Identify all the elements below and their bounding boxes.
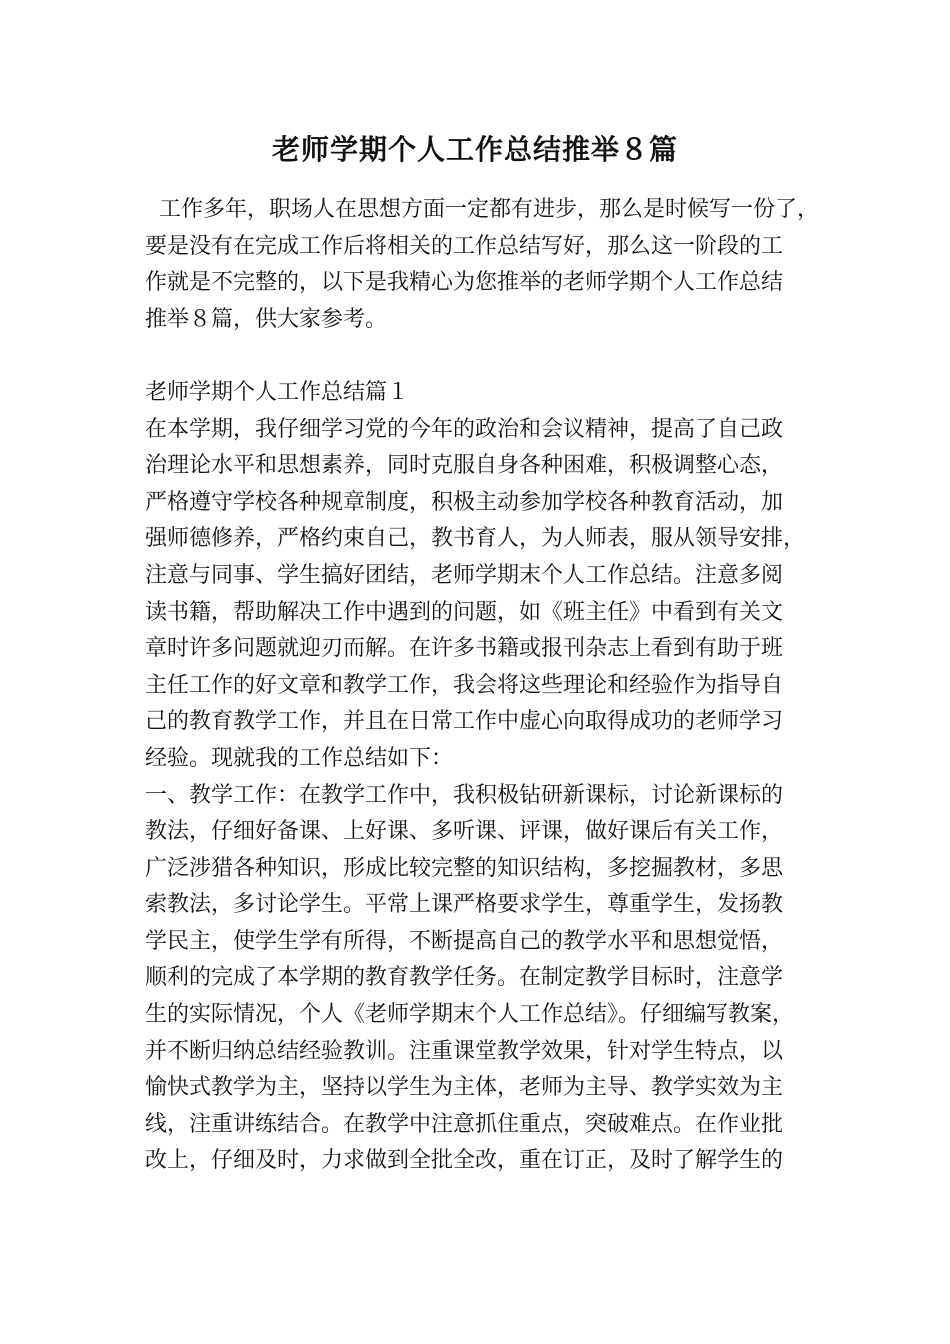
section2-paragraph (145, 778, 817, 1181)
section-heading (145, 375, 817, 412)
intro-paragraph (145, 192, 817, 338)
body-line: 改上，仔细及时，力求做到全批全改，重在订正，及时了解学生的 (145, 1148, 784, 1174)
body-line: 己的教育教学工作，并且在日常工作中虚心向取得成功的老师学习 (145, 709, 784, 735)
body-line: 广泛涉猎各种知识，形成比较完整的知识结构，多挖掘教材，多思 (145, 855, 784, 881)
body-line: 章时许多问题就迎刃而解。在许多书籍或报刊杂志上看到有助于班 (145, 636, 784, 662)
body-line: 主任工作的好文章和教学工作，我会将这些理论和经验作为指导自 (145, 672, 784, 698)
body-line: 注意与同事、学生搞好团结，老师学期末个人工作总结。注意多阅 (145, 562, 784, 588)
section1-paragraph (145, 412, 817, 778)
body-line: 治理论水平和思想素养，同时克服自身各种困难，积极调整心态， (145, 453, 784, 479)
body-line: 学民主，使学生学有所得，不断提高自己的教学水平和思想觉悟， (145, 928, 784, 954)
body-line: 在本学期，我仔细学习党的今年的政治和会议精神，提高了自己政 (145, 416, 784, 442)
document-title: 老师学期个人工作总结推举８篇 (271, 133, 678, 166)
body-line: 愉快式教学为主，坚持以学生为主体，老师为主导、教学实效为主 (145, 1075, 784, 1101)
document-body (145, 192, 817, 1180)
body-line: 索教法，多讨论学生。平常上课严格要求学生，尊重学生，发扬教 (145, 892, 784, 918)
body-line: 顺利的完成了本学期的教育教学任务。在制定教学目标时，注意学 (145, 965, 784, 991)
section-heading-text: 老师学期个人工作总结篇１ (145, 379, 410, 405)
body-line: 教法，仔细好备课、上好课、多听课、评课，做好课后有关工作， (145, 819, 784, 845)
body-line: 经验。现就我的工作总结如下： (145, 745, 454, 771)
body-line: 线，注重讲练结合。在教学中注意抓住重点，突破难点。在作业批 (145, 1111, 784, 1137)
intro-line: 推举８篇，供大家参考。 (145, 306, 388, 332)
body-line: 生的实际情况，个人《老师学期末个人工作总结》。仔细编写教案， (145, 1002, 795, 1028)
paragraph-gap (145, 338, 817, 375)
body-line: 强师德修养，严格约束自己，教书育人，为人师表，服从领导安排， (145, 526, 806, 552)
intro-line: 工作多年，职场人在思想方面一定都有进步，那么是时候写一份了， (145, 197, 819, 222)
intro-line: 要是没有在完成工作后将相关的工作总结写好，那么这一阶段的工 (145, 233, 784, 259)
body-line: 一、教学工作：在教学工作中，我积极钻研新课标，讨论新课标的 (145, 782, 784, 808)
body-line: 读书籍，帮助解决工作中遇到的问题，如《班主任》中看到有关文 (145, 599, 784, 625)
body-line: 并不断归纳总结经验教训。注重课堂教学效果，针对学生特点，以 (145, 1038, 784, 1064)
body-line: 严格遵守学校各种规章制度，积极主动参加学校各种教育活动，加 (145, 489, 784, 515)
intro-line: 作就是不完整的，以下是我精心为您推举的老师学期个人工作总结 (145, 270, 784, 296)
